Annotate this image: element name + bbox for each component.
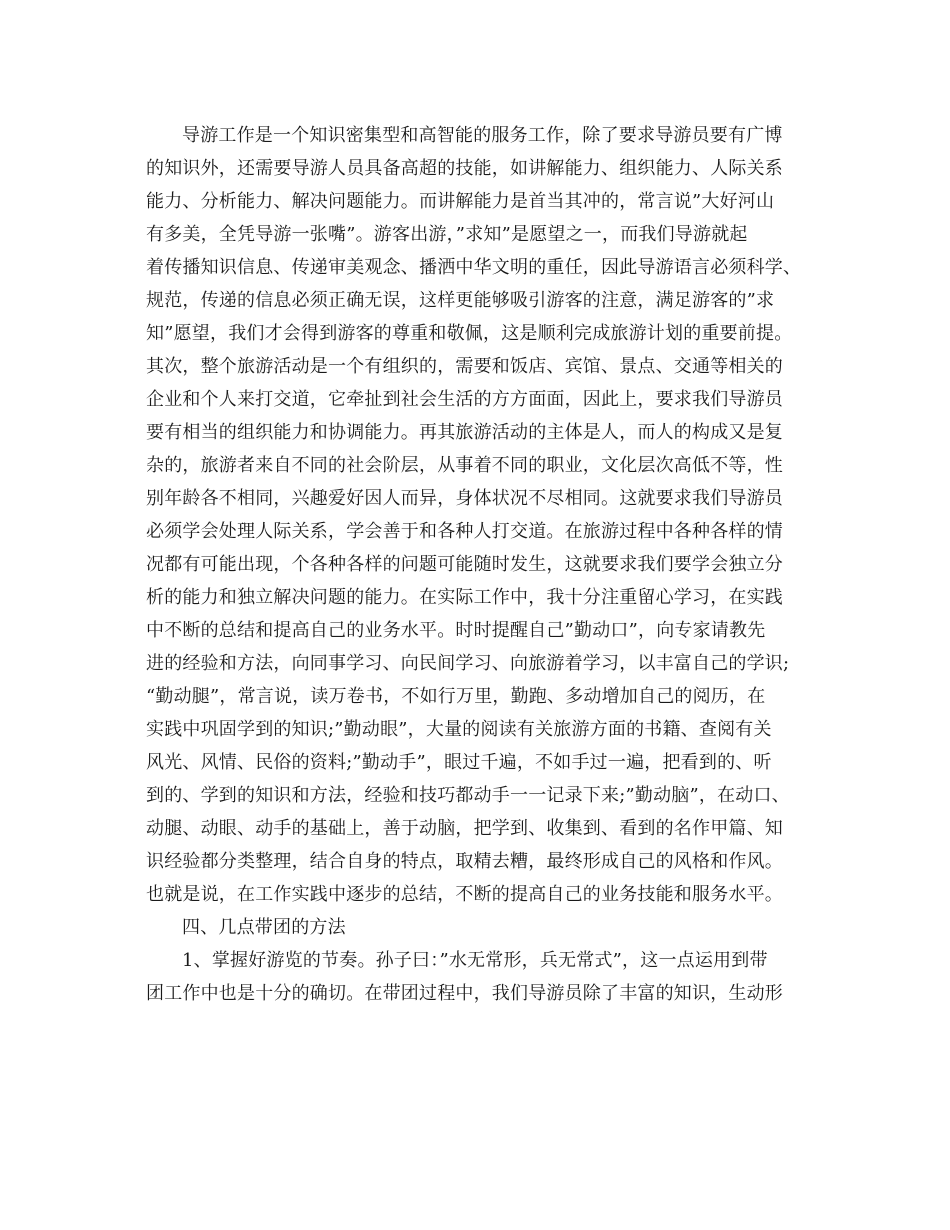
paragraph-line: 杂的，旅游者来自不同的社会阶层，从事着不同的职业，文化层次高低不等，性	[146, 455, 783, 476]
section-heading: 四、几点带团的方法	[182, 917, 346, 938]
paragraph-line: “勤动腿”，常言说，读万卷书，不如行万里，勤跑、多动增加自己的阅历，在	[146, 686, 766, 707]
paragraph-line: 析的能力和独立解决问题的能力。在实际工作中，我十分注重留心学习，在实践	[146, 587, 783, 608]
paragraph-line: 必须学会处理人际关系，学会善于和各种人打交道。在旅游过程中各种各样的情	[146, 521, 783, 542]
paragraph-line: 要有相当的组织能力和协调能力。再其旅游活动的主体是人，而人的构成又是复	[146, 422, 783, 443]
paragraph-line: 企业和个人来打交道，它牵扯到社会生活的方方面面，因此上，要求我们导游员	[146, 389, 783, 410]
paragraph-line: 别年龄各不相同，兴趣爱好因人而异，身体状况不尽相同。这就要求我们导游员	[146, 488, 783, 509]
paragraph-line: 识经验都分类整理，结合自身的特点，取精去糟，最终形成自己的风格和作风。	[146, 851, 783, 872]
paragraph-line: 中不断的总结和提高自己的业务水平。时时提醒自己”勤动口”，向专家请教先	[146, 620, 766, 641]
paragraph-line: 动腿、动眼、动手的基础上，善于动脑，把学到、收集到、看到的名作甲篇、知	[146, 818, 783, 839]
paragraph-line: 进的经验和方法，向同事学习、向民间学习、向旅游着学习，以丰富自己的学识;	[146, 653, 790, 674]
paragraph-line: 的知识外，还需要导游人员具备高超的技能，如讲解能力、组织能力、人际关系	[146, 158, 783, 179]
paragraph-line: 1、掌握好游览的节奏。孙子曰：”水无常形，兵无常式”，这一点运用到带	[182, 950, 768, 971]
paragraph-line: 有多美，全凭导游一张嘴”。游客出游，”求知”是愿望之一，而我们导游就起	[146, 224, 748, 245]
paragraph-line: 风光、风情、民俗的资料;”勤动手”，眼过千遍，不如手过一遍，把看到的、听	[146, 752, 772, 773]
paragraph-line: 到的、学到的知识和方法，经验和技巧都动手一一记录下来;”勤动脑”，在动口、	[146, 785, 790, 806]
paragraph-line: 也就是说，在工作实践中逐步的总结，不断的提高自己的业务技能和服务水平。	[146, 884, 783, 905]
paragraph-line: 能力、分析能力、解决问题能力。而讲解能力是首当其冲的，常言说”大好河山	[146, 191, 775, 212]
paragraph-line: 团工作中也是十分的确切。在带团过程中，我们导游员除了丰富的知识，生动形	[146, 983, 783, 1004]
paragraph-line: 实践中巩固学到的知识;”勤动眼”，大量的阅读有关旅游方面的书籍、查阅有关	[146, 719, 772, 740]
paragraph-line: 况都有可能出现，个各种各样的问题可能随时发生，这就要求我们要学会独立分	[146, 554, 783, 575]
paragraph-line: 规范，传递的信息必须正确无误，这样更能够吸引游客的注意，满足游客的”求	[146, 290, 775, 311]
paragraph-line: 导游工作是一个知识密集型和高智能的服务工作，除了要求导游员要有广博	[182, 125, 783, 146]
paragraph-line: 其次，整个旅游活动是一个有组织的，需要和饭店、宾馆、景点、交通等相关的	[146, 356, 783, 377]
paragraph-line: 着传播知识信息、传递审美观念、播洒中华文明的重任，因此导游语言必须科学、	[146, 257, 802, 278]
paragraph-line: 知”愿望，我们才会得到游客的尊重和敬佩，这是顺利完成旅游计划的重要前提。	[146, 323, 793, 344]
body-text	[146, 119, 826, 1010]
